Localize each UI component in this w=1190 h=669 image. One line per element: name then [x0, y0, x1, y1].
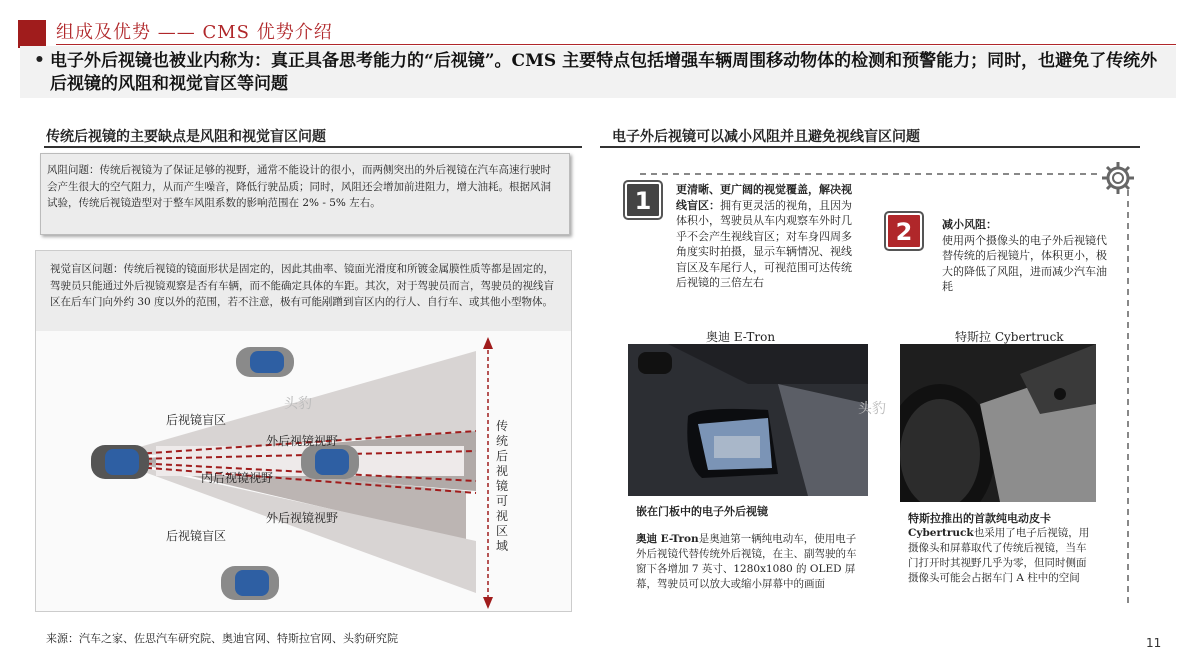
point-1-number: 1: [625, 182, 661, 218]
point-2-title: 减小风阻：: [942, 218, 997, 231]
car-rear: [301, 445, 359, 479]
blind-spot-panel: [35, 250, 572, 612]
point-2-number: 2: [886, 213, 922, 249]
tesla-cybertruck-illustration: [900, 344, 1096, 502]
blind-spot-diagram: [36, 331, 571, 612]
gear-icon: [1100, 160, 1136, 196]
tesla-title: 特斯拉 Cybertruck: [955, 330, 1064, 344]
audi-desc-name: 奥迪 E-Tron: [636, 533, 699, 545]
label-inner: 内后视镜视野: [201, 471, 274, 485]
header-divider: [56, 44, 1176, 45]
label-outer-bottom: 外后视镜视野: [266, 511, 339, 525]
tesla-desc-name: Cybertruck: [908, 527, 974, 539]
point-2-text: 使用两个摄像头的电子外后视镜代替传统的后视镜片，体积更小，极大的降低了风阻，进而减少汽车油耗: [942, 233, 1107, 293]
car-main: [91, 445, 149, 479]
watermark-left: 头豹: [284, 396, 312, 412]
left-heading: 传统后视镜的主要缺点是风阻和视觉盲区问题: [46, 129, 326, 145]
vertical-visible-area-label: 传统后视镜可视区域: [496, 419, 509, 553]
audi-mirror-illustration: [628, 344, 868, 496]
point-1-title: 更清晰、更广阔的视觉覆盖，解决视线盲区：: [676, 183, 852, 212]
watermark-right: 头豹: [858, 401, 886, 417]
label-blind-bottom: 后视镜盲区: [166, 529, 227, 543]
section-title: 组成及优势 —— CMS 优势介绍: [56, 22, 333, 43]
blind-spot-text: 视觉盲区问题：传统后视镜的镜面形状是固定的，因此其曲率、镜面光滑度和所镀金属膜性质等都是固定的，驾驶员只能通过外后视镜观察是否有车辆，而不能确定具体的车距。其次，对于驾驶员而言，驾驶员的视线盲区在后车门向外约 30 度以外的范围，若不注意，极有可能剐蹭到盲区内的行人、自行车、或其他小型物体。: [36, 251, 571, 331]
right-heading: 电子外后视镜可以减小风阻并且避免视线盲区问题: [612, 129, 920, 145]
page-number: 11: [1146, 636, 1162, 650]
tesla-caption: 特斯拉推出的首款纯电动皮卡: [908, 512, 1051, 525]
summary-bullet-text: 电子外后视镜也被业内称为：真正具备思考能力的“后视镜”。CMS 主要特点包括增强车辆周围移动物体的检测和预警能力；同时，也避免了传统外后视镜的风阻和视觉盲区等问题: [50, 51, 1158, 94]
header-accent-square: [18, 20, 46, 48]
wind-resistance-text: 风阻问题：传统后视镜为了保证足够的视野，通常不能设计的很小，而两侧突出的外后视镜在汽车高速行驶时会产生很大的空气阻力，从而产生噪音，降低行驶品质；同时，风阻还会增加前进阻力，增大油耗。根据风洞试验，传统后视镜造型对于整车风阻系数的影响范围在 2% - 5% 左右。: [47, 164, 551, 209]
point-1: [676, 182, 856, 291]
source-footnote: 来源：汽车之家、佐思汽车研究院、奥迪官网、特斯拉官网、头豹研究院: [46, 632, 398, 645]
audi-description: [636, 532, 862, 592]
tesla-desc-text: 也采用了电子后视镜，用摄像头和屏幕取代了传统后视镜，当车门打开时其视野几乎为零，但同时侧面摄像头可能会占据车门 A 柱中的空间: [908, 527, 1090, 584]
car-top: [236, 347, 294, 377]
audi-title: 奥迪 E-Tron: [706, 330, 776, 344]
right-heading-underline: [600, 146, 1140, 148]
label-blind-top: 后视镜盲区: [166, 413, 227, 427]
bullet-dot: •: [34, 50, 45, 70]
audi-photo: [628, 344, 868, 496]
point-1-text: 拥有更灵活的视角，且因为体积小，驾驶员从车内观察车外时几乎不会产生视线盲区；对车身四周多角度实时拍摄，显示车辆情况、视线盲区及车尾行人，可视范围可达传统后视镜的三倍左右: [676, 198, 852, 289]
wind-resistance-box: [40, 153, 570, 235]
audi-caption: 嵌在门板中的电子外后视镜: [636, 505, 768, 518]
audi-desc-text: 是奥迪第一辆纯电动车，使用电子外后视镜代替传统外后视镜，在主、副驾驶的车窗下各增加 7 英寸、1280x1080 的 OLED 屏幕，驾驶员可以放大或缩小屏幕中的画面: [636, 533, 857, 590]
left-heading-underline: [44, 146, 582, 148]
tesla-photo: [900, 344, 1096, 502]
point-2: [942, 217, 1110, 295]
car-bottom: [221, 566, 279, 600]
tesla-description: [908, 526, 1096, 586]
label-outer-top: 外后视镜视野: [266, 434, 339, 448]
